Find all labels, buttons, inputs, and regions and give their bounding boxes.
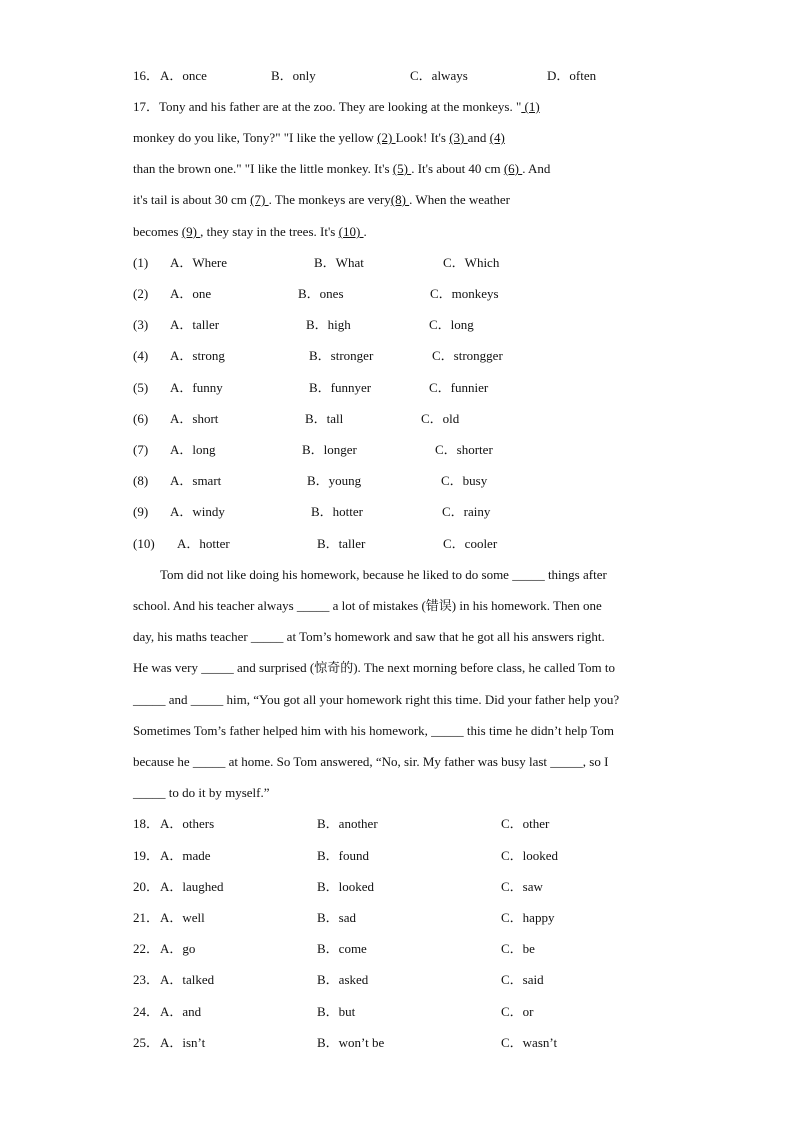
passage-line: it's tail is about 30 cm (7) . The monkeys are very(8) . When the weather <box>133 192 510 207</box>
option-c: C．strongger <box>432 348 503 363</box>
option-row <box>133 411 693 427</box>
option-b: B．only <box>271 68 316 83</box>
option-row <box>133 536 693 552</box>
option-c: C．said <box>501 972 544 987</box>
passage-line: becomes (9) , they stay in the trees. It's (10) . <box>133 224 367 239</box>
option-b: B．longer <box>302 442 357 457</box>
option-a: A．strong <box>170 348 225 363</box>
option-a: A．isn’t <box>160 1035 206 1050</box>
passage-line: day, his maths teacher _____ at Tom’s homework and saw that he got all his answers right. <box>133 629 605 644</box>
option-number: (7) <box>133 442 149 457</box>
question-number: 24． <box>133 1004 160 1019</box>
blank-8: (8) <box>390 192 410 207</box>
blank-6: (6) <box>503 161 523 176</box>
option-row <box>133 380 693 396</box>
passage-line: _____ to do it by myself.” <box>133 785 270 800</box>
option-a: A．windy <box>170 504 225 519</box>
option-c: C．saw <box>501 879 543 894</box>
question-row <box>133 972 693 988</box>
option-c: C．always <box>410 68 468 83</box>
passage-line: 17．Tony and his father are at the zoo. They are looking at the monkeys. " (1) <box>133 99 540 114</box>
option-a: A．once <box>160 68 207 83</box>
question-number: 21． <box>133 910 160 925</box>
option-a: A．taller <box>170 317 220 332</box>
option-c: C．looked <box>501 848 559 863</box>
option-row <box>133 504 693 520</box>
option-row <box>133 348 693 364</box>
option-b: B．sad <box>317 910 357 925</box>
option-b: B．but <box>317 1004 356 1019</box>
option-a: A．funny <box>170 380 223 395</box>
option-number: (5) <box>133 380 149 395</box>
option-b: B．young <box>307 473 362 488</box>
option-c: C．funnier <box>429 380 489 395</box>
option-b: B．looked <box>317 879 375 894</box>
option-a: A．hotter <box>177 536 230 551</box>
option-c: C．shorter <box>435 442 493 457</box>
option-number: (3) <box>133 317 149 332</box>
question-row <box>133 1035 693 1051</box>
option-row <box>133 255 693 271</box>
option-c: C．happy <box>501 910 555 925</box>
option-b: B．tall <box>305 411 344 426</box>
question-number: 20． <box>133 879 160 894</box>
option-c: C．old <box>421 411 460 426</box>
option-c: C．or <box>501 1004 534 1019</box>
option-a: A．laughed <box>160 879 224 894</box>
question-row <box>133 879 693 895</box>
option-b: B．won’t be <box>317 1035 385 1050</box>
option-number: (1) <box>133 255 149 270</box>
option-d: D．often <box>547 68 597 83</box>
option-number: (8) <box>133 473 149 488</box>
blank-2: (2) <box>377 130 396 145</box>
passage-line: monkey do you like, Tony?" "I like the yellow (2) Look! It's (3) and (4) <box>133 130 505 145</box>
option-a: A．smart <box>170 473 222 488</box>
question-number: 16． <box>133 68 160 83</box>
blank-3: (3) <box>449 130 468 145</box>
passage-line: He was very _____ and surprised (惊奇的). The next morning before class, he called Tom to <box>133 660 616 675</box>
option-c: C．monkeys <box>430 286 499 301</box>
option-row <box>133 286 693 302</box>
option-a: A．well <box>160 910 205 925</box>
option-number: (6) <box>133 411 149 426</box>
question-number: 19． <box>133 848 160 863</box>
question-row <box>133 910 693 926</box>
option-b: B．asked <box>317 972 369 987</box>
option-number: (2) <box>133 286 149 301</box>
option-row <box>133 317 693 333</box>
passage-line: _____ and _____ him, “You got all your homework right this time. Did your father help you? <box>133 692 620 707</box>
option-c: C．rainy <box>442 504 491 519</box>
option-number: (4) <box>133 348 149 363</box>
blank-1: (1) <box>521 99 540 114</box>
option-b: B．What <box>314 255 364 270</box>
option-a: A．made <box>160 848 211 863</box>
option-a: A．long <box>170 442 216 457</box>
option-c: C．busy <box>441 473 488 488</box>
option-a: A．talked <box>160 972 215 987</box>
option-a: A．one <box>170 286 212 301</box>
blank-10: (10) <box>338 224 364 239</box>
option-b: B．funnyer <box>309 380 372 395</box>
option-b: B．hotter <box>311 504 363 519</box>
option-b: B．another <box>317 816 378 831</box>
question-row <box>133 941 693 957</box>
option-a: A．Where <box>170 255 228 270</box>
option-c: C．be <box>501 941 535 956</box>
question-number: 25． <box>133 1035 160 1050</box>
passage-line: school. And his teacher always _____ a lot of mistakes (错误) in his homework. Then one <box>133 598 602 613</box>
option-a: A．short <box>170 411 219 426</box>
option-row <box>133 442 693 458</box>
option-c: C．long <box>429 317 474 332</box>
option-b: B．ones <box>298 286 344 301</box>
option-c: C．other <box>501 816 550 831</box>
passage-line: because he _____ at home. So Tom answered, “No, sir. My father was busy last _____, so I <box>133 754 609 769</box>
question-number: 23． <box>133 972 160 987</box>
blank-9: (9) <box>181 224 201 239</box>
option-c: C．cooler <box>443 536 498 551</box>
passage-line: Tom did not like doing his homework, because he liked to do some _____ things after <box>160 567 607 582</box>
option-c: C．wasn’t <box>501 1035 558 1050</box>
question-row <box>133 1004 693 1020</box>
option-a: A．and <box>160 1004 202 1019</box>
option-b: B．taller <box>317 536 366 551</box>
option-a: A．go <box>160 941 196 956</box>
option-b: B．come <box>317 941 367 956</box>
option-row <box>133 473 693 489</box>
option-b: B．found <box>317 848 370 863</box>
option-number: (9) <box>133 504 149 519</box>
passage-line: Sometimes Tom’s father helped him with his homework, _____ this time he didn’t help Tom <box>133 723 614 738</box>
blank-4: (4) <box>489 130 505 145</box>
passage-line: than the brown one." "I like the little monkey. It's (5) . It's about 40 cm (6) . And <box>133 161 551 176</box>
question-number: 18． <box>133 816 160 831</box>
option-c: C．Which <box>443 255 500 270</box>
question-row <box>133 848 693 864</box>
option-number: (10) <box>133 536 155 551</box>
blank-5: (5) <box>392 161 412 176</box>
question-row <box>133 816 693 832</box>
option-b: B．high <box>306 317 351 332</box>
question-number: 22． <box>133 941 160 956</box>
question-16 <box>133 68 693 84</box>
option-b: B．stronger <box>309 348 374 363</box>
option-a: A．others <box>160 816 215 831</box>
blank-7: (7) <box>250 192 269 207</box>
